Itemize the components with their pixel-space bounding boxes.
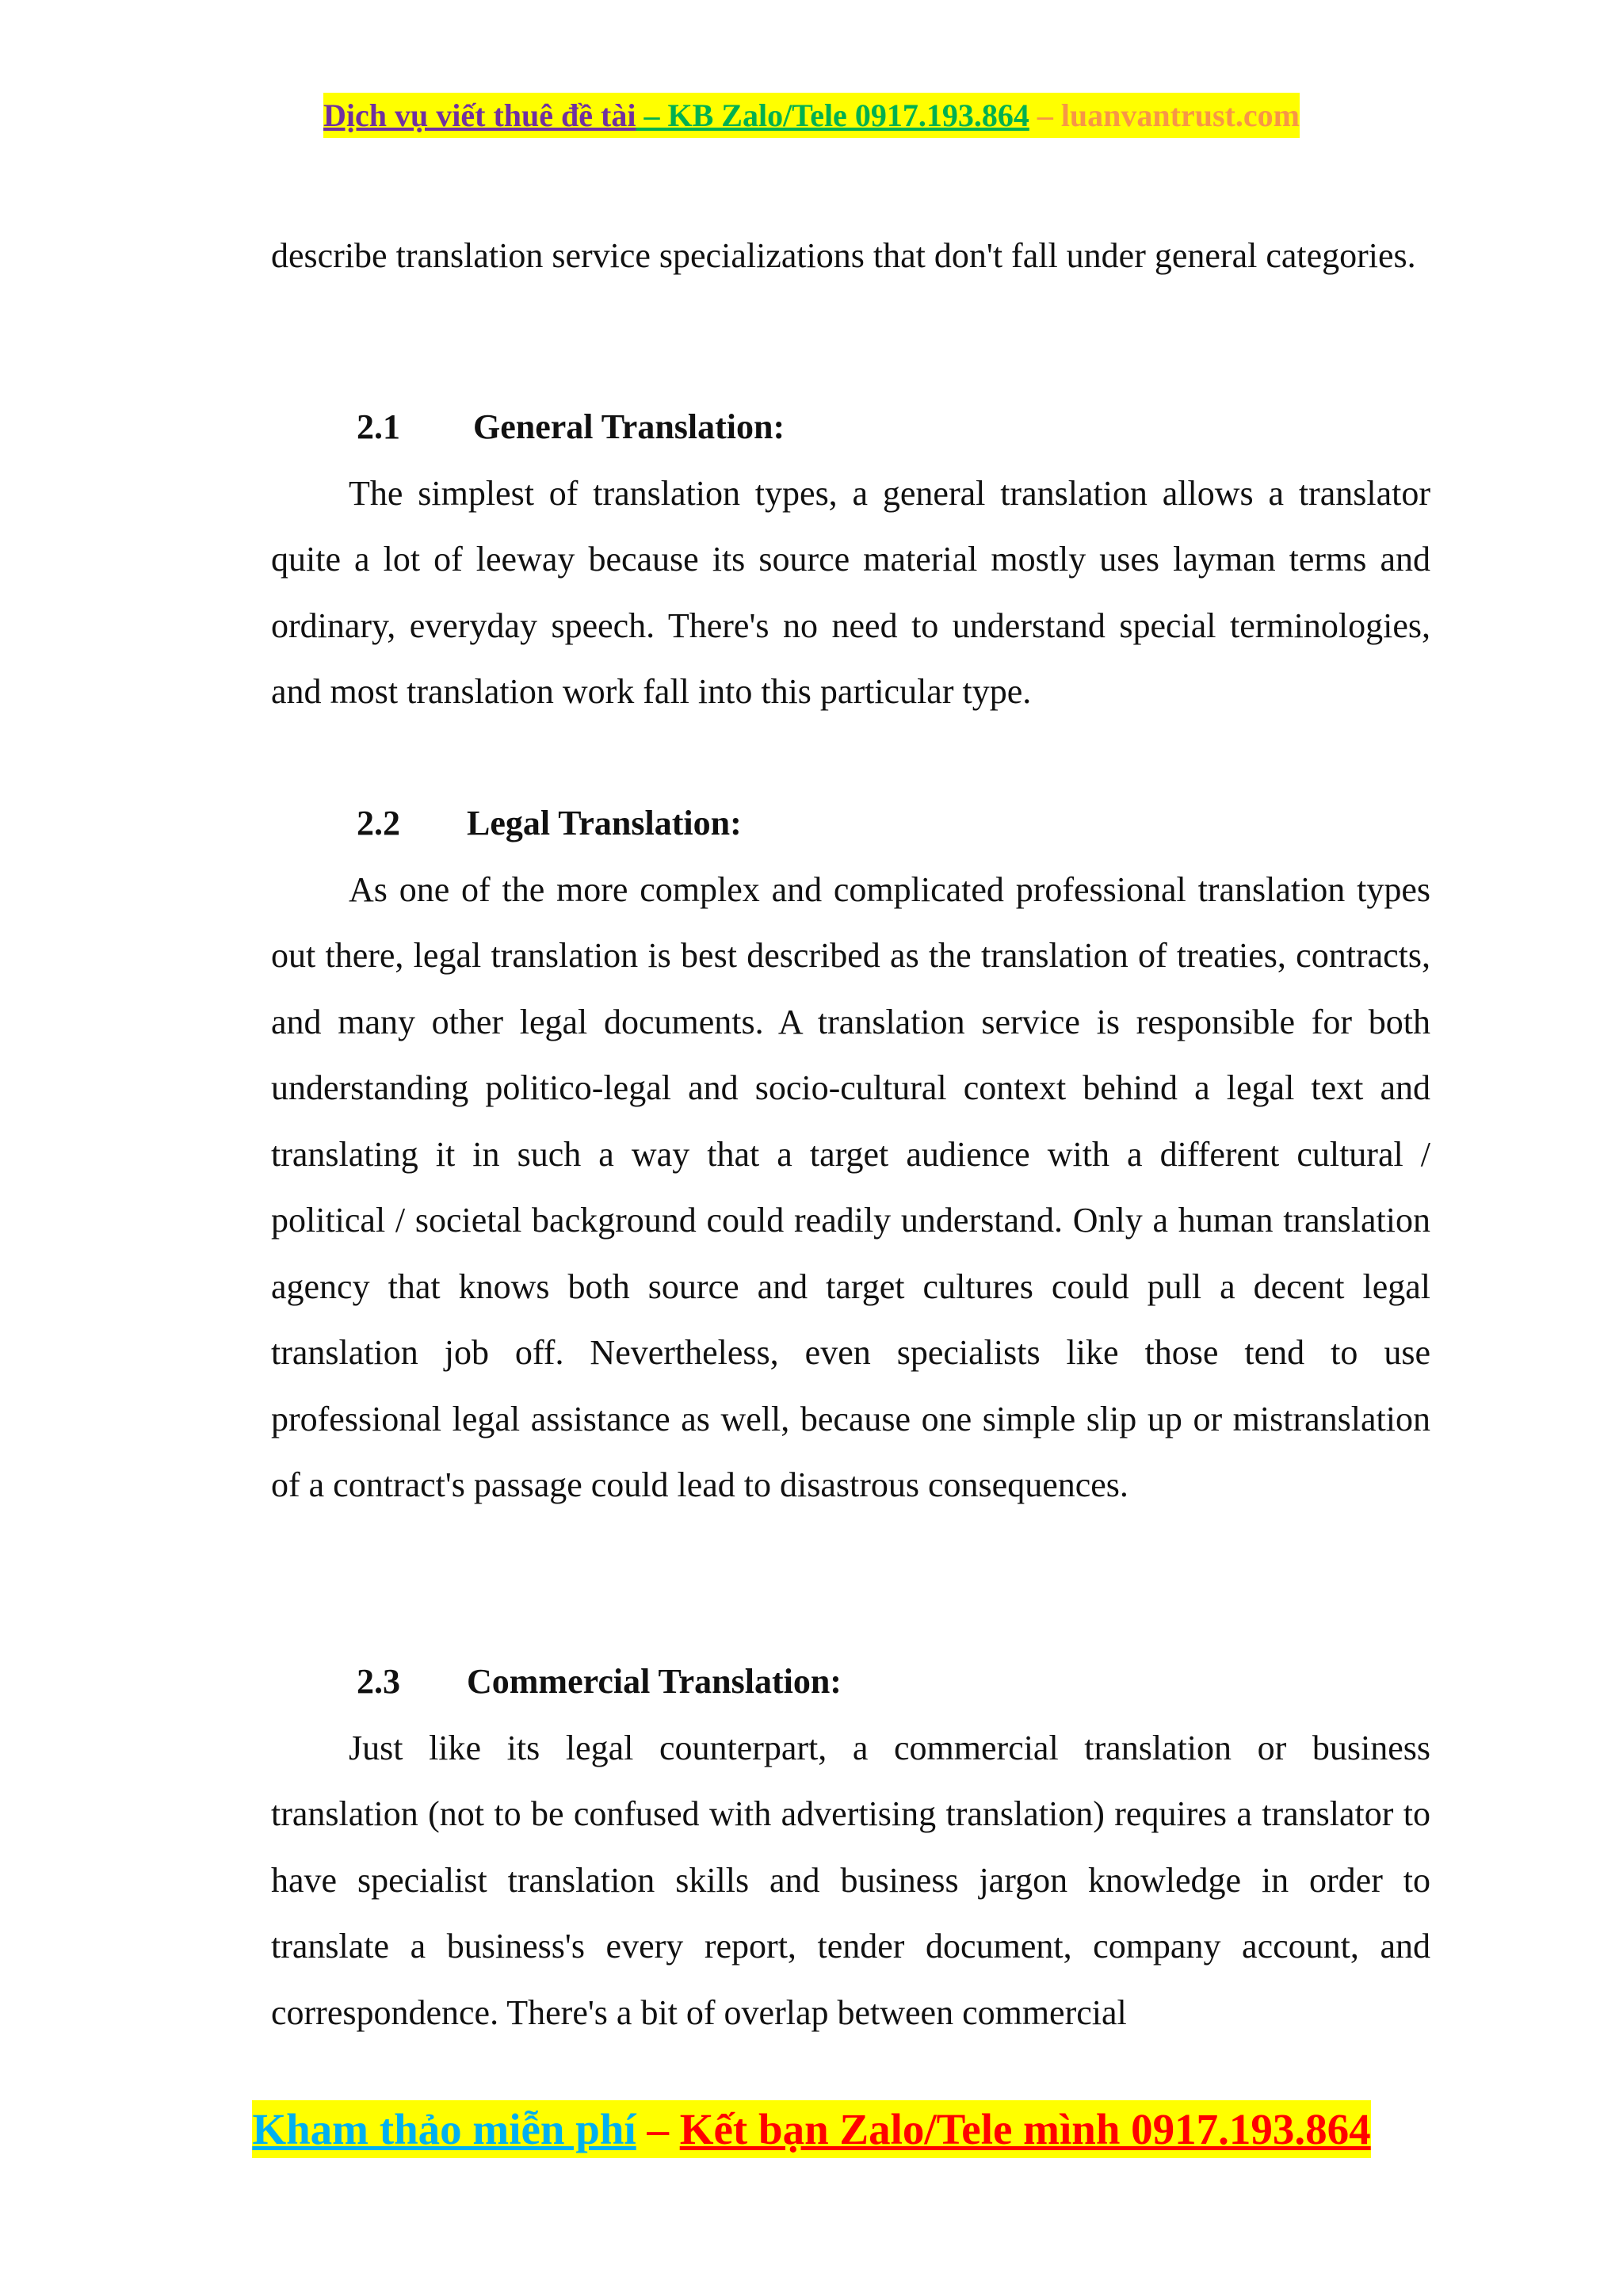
section-general <box>271 394 1430 725</box>
footer-separator: – <box>636 2105 680 2153</box>
section-heading <box>271 790 1430 857</box>
section-legal <box>271 790 1430 1519</box>
intro-block <box>271 223 1430 289</box>
footer-contact-link[interactable]: Kết bạn Zalo/Tele mình 0917.193.864 <box>679 2105 1371 2153</box>
section-title: General Translation: <box>473 407 785 446</box>
section-body: The simplest of translation types, a general translation allows a translator quite a lot of leeway because its source material mostly uses layman terms and ordinary, everyday speech. There's no need to understand special terminologies, and most translation work fall into this particular type. <box>271 473 1430 711</box>
header-separator: – <box>636 97 668 133</box>
section-number: 2.3 <box>357 1662 400 1701</box>
section-title: Legal Translation: <box>467 804 742 842</box>
section-heading <box>271 1648 1430 1715</box>
section-number: 2.2 <box>357 804 400 842</box>
section-body: Just like its legal counterpart, a commercial translation or business translation (not to be confused with advertising translation) requires a translator to have specialist translation skills and business jargon knowledge in order to translate a business's every report, tender document, company account, and correspondence. There's a bit of overlap between commercial <box>271 1728 1430 2032</box>
section-number: 2.1 <box>357 407 400 446</box>
footer-free-reference-link[interactable]: Kham thảo miễn phí <box>252 2105 636 2153</box>
section-title: Commercial Translation: <box>467 1662 842 1701</box>
section-commercial <box>271 1648 1430 2046</box>
footer-banner <box>0 2104 1623 2154</box>
header-contact-link[interactable]: KB Zalo/Tele 0917.193.864 <box>667 97 1029 133</box>
header-service-link[interactable]: Dịch vụ viết thuê đề tài <box>323 97 636 133</box>
header-website: luanvantrust.com <box>1060 97 1300 133</box>
section-heading <box>271 394 1430 460</box>
header-separator: – <box>1029 97 1061 133</box>
section-body: As one of the more complex and complicated professional translation types out there, legal translation is best described as the translation of treaties, contracts, and many other legal documents. A translation service is responsible for both understanding politico-legal and socio-cultural context behind a legal text and translating it in such a way that a target audience with a different cultural / political / societal background could readily understand. Only a human translation agency that knows both source and target cultures could pull a decent legal translation job off. Nevertheless, even specialists like those tend to use professional legal assistance as well, because one simple slip up or mistranslation of a contract's passage could lead to disastrous consequences. <box>271 869 1430 1504</box>
intro-paragraph: describe translation service specializations that don't fall under general categories. <box>271 236 1416 275</box>
header-banner <box>0 97 1623 134</box>
